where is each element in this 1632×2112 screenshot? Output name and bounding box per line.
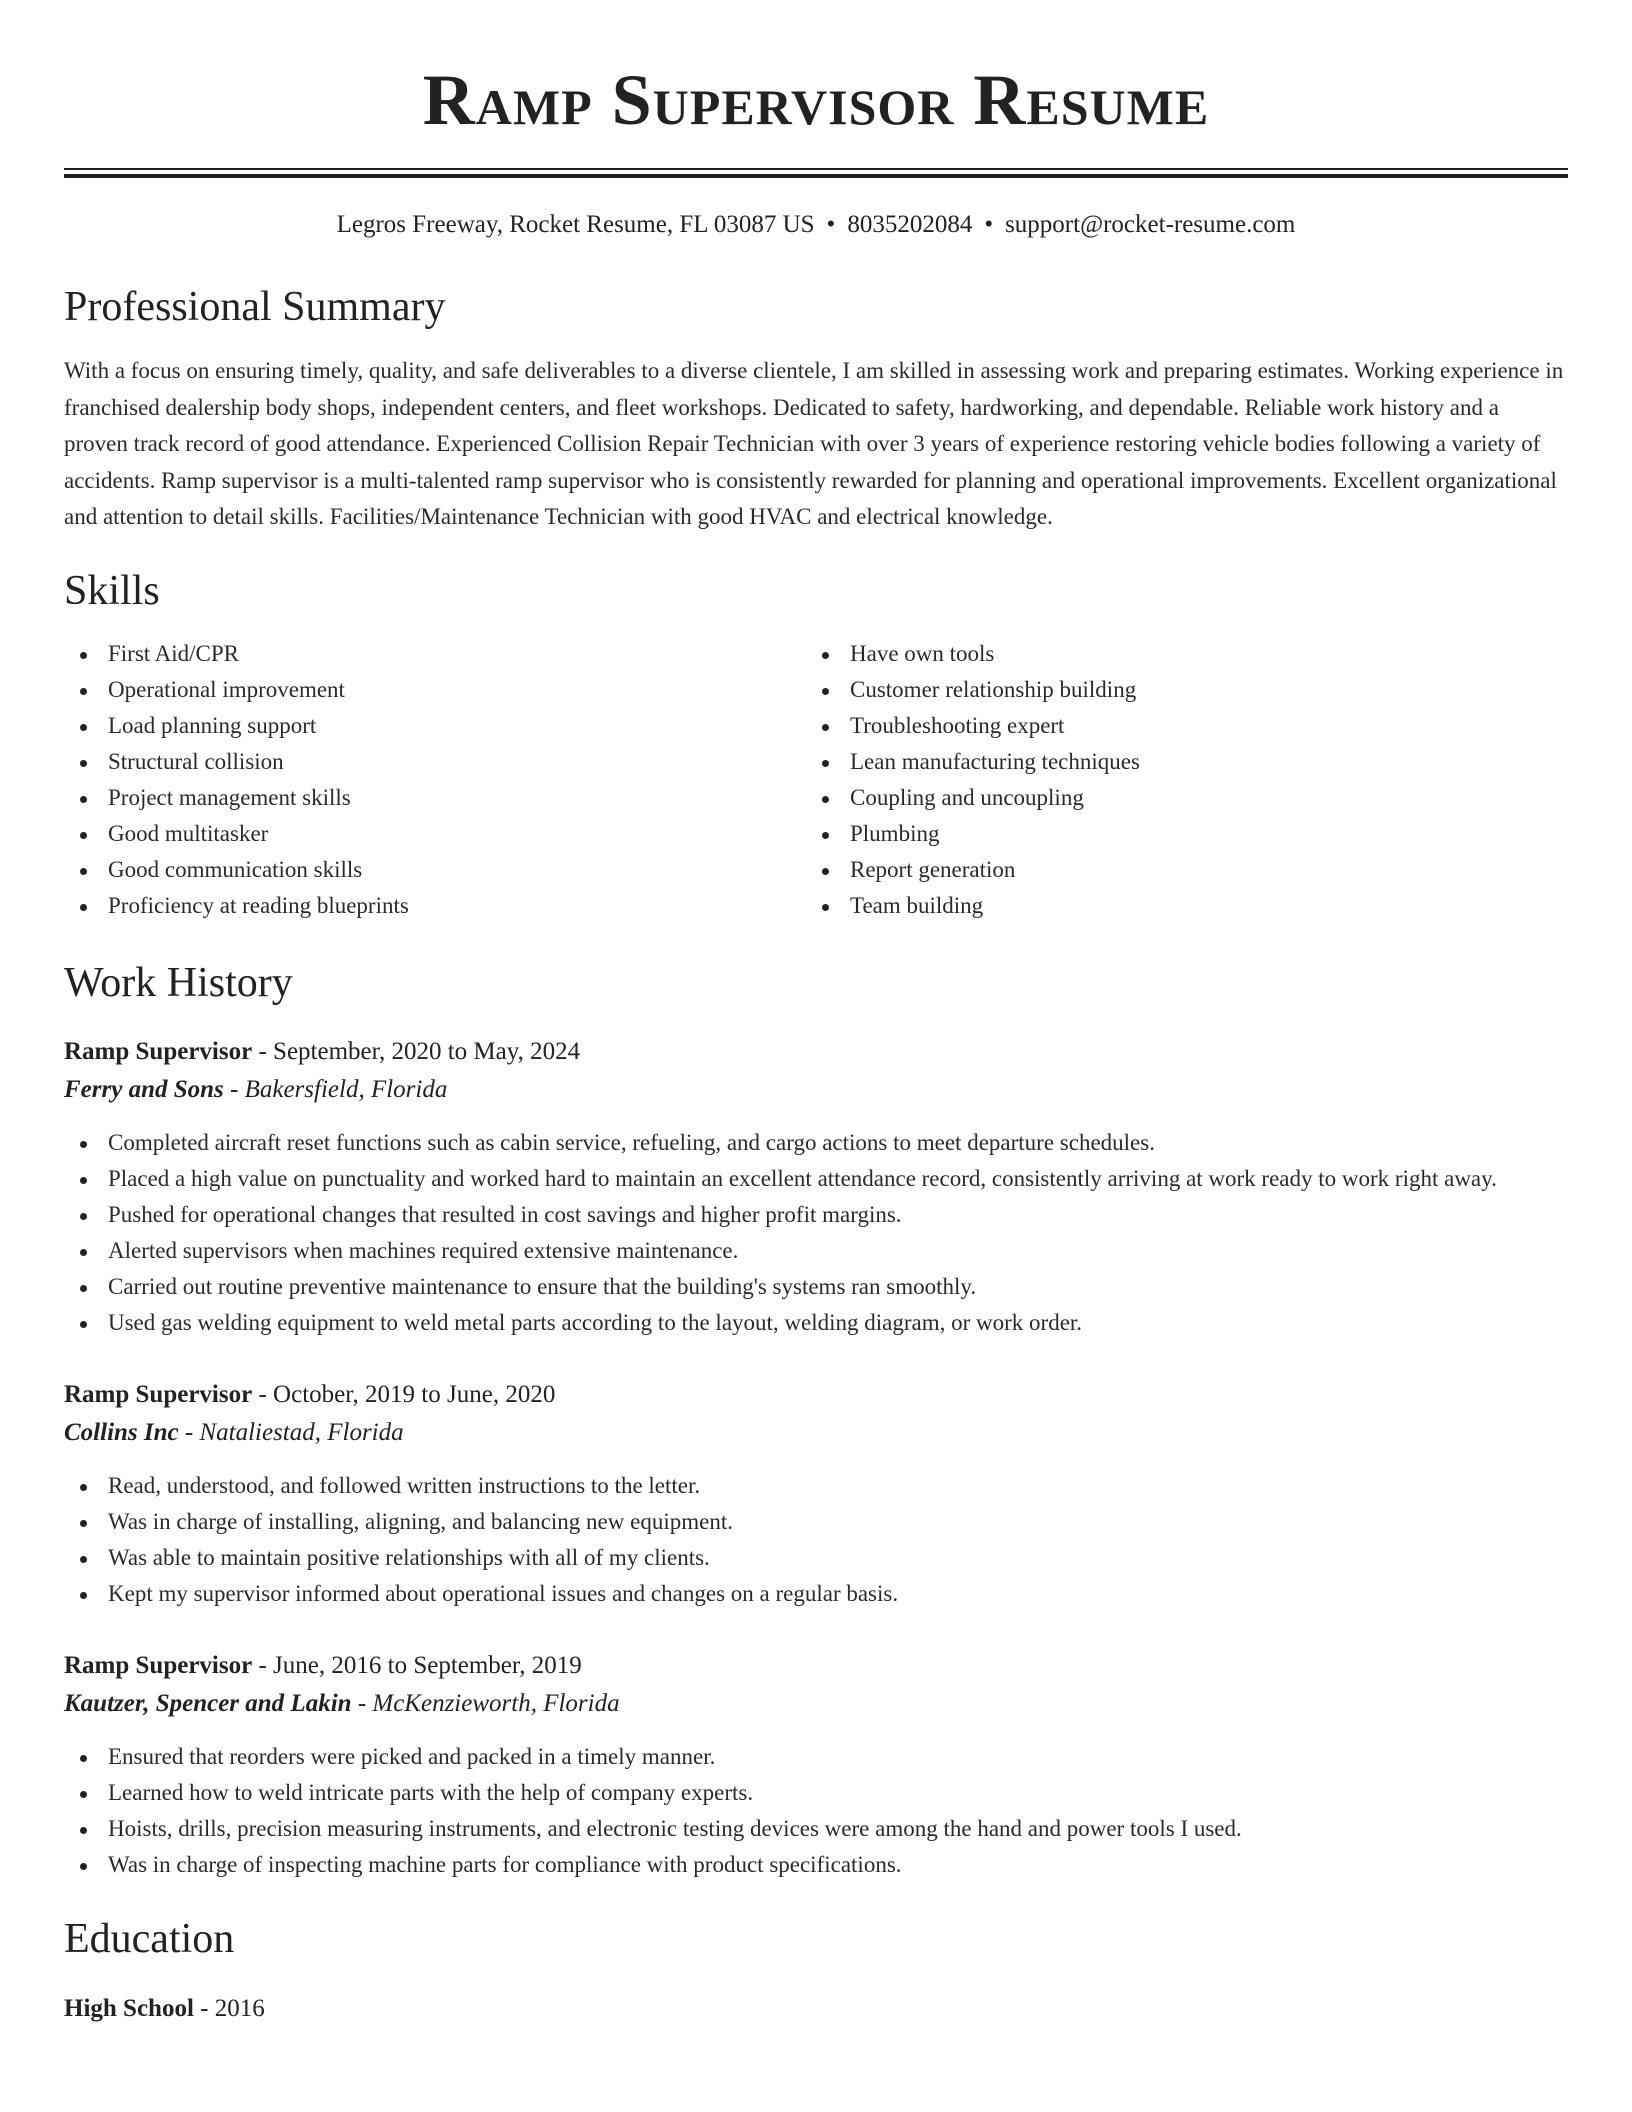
- work-history-heading: Work History: [64, 959, 293, 1006]
- skill-item: Plumbing: [806, 816, 1548, 852]
- skill-item: Have own tools: [806, 636, 1548, 672]
- job-title: Ramp Supervisor: [64, 1037, 253, 1065]
- contact-separator: •: [826, 211, 836, 238]
- job-title-line: [64, 1033, 1568, 1071]
- company-name: Ferry and Sons: [64, 1075, 224, 1103]
- duty-item: Was able to maintain positive relationships with all of my clients.: [64, 1540, 1568, 1576]
- company-name: Collins Inc: [64, 1418, 179, 1446]
- company-location: - Bakersfield, Florida: [223, 1075, 448, 1103]
- duty-list: [64, 1125, 1568, 1341]
- duty-item: Pushed for operational changes that resulted in cost savings and higher profit margins.: [64, 1197, 1568, 1233]
- resume-title: Ramp Supervisor Resume: [422, 60, 1210, 140]
- skill-item: Troubleshooting expert: [806, 708, 1548, 744]
- job-dates: - October, 2019 to June, 2020: [252, 1380, 556, 1408]
- education-year: - 2016: [193, 1994, 265, 2022]
- skill-item: Good multitasker: [64, 816, 806, 852]
- duty-item: Was in charge of installing, aligning, and balancing new equipment.: [64, 1504, 1568, 1540]
- duty-item: Alerted supervisors when machines required extensive maintenance.: [64, 1233, 1568, 1269]
- skill-item: Proficiency at reading blueprints: [64, 888, 806, 924]
- skill-item: Lean manufacturing techniques: [806, 744, 1548, 780]
- job-title: Ramp Supervisor: [64, 1380, 253, 1408]
- job-entry: [64, 1033, 1568, 1341]
- skill-item: First Aid/CPR: [64, 636, 806, 672]
- contact-separator: •: [984, 211, 994, 238]
- duty-list: [64, 1739, 1568, 1883]
- company-line: [64, 1071, 1568, 1109]
- duty-item: Completed aircraft reset functions such as cabin service, refueling, and cargo actions to meet departure schedules.: [64, 1125, 1568, 1161]
- duty-item: Learned how to weld intricate parts with the help of company experts.: [64, 1775, 1568, 1811]
- contact-address: Legros Freeway, Rocket Resume, FL 03087 US: [336, 211, 815, 238]
- duty-item: Carried out routine preventive maintenance to ensure that the building's systems ran smoothly.: [64, 1269, 1568, 1305]
- education-entry: [64, 1990, 1568, 2028]
- skill-item: Team building: [806, 888, 1548, 924]
- company-line: [64, 1685, 1568, 1723]
- skills-list: [64, 636, 1568, 924]
- duty-item: Ensured that reorders were picked and packed in a timely manner.: [64, 1739, 1568, 1775]
- job-entry: [64, 1647, 1568, 1883]
- job-title: Ramp Supervisor: [64, 1651, 253, 1679]
- summary-heading: Professional Summary: [64, 284, 446, 330]
- job-entry: [64, 1376, 1568, 1612]
- job-title-line: [64, 1647, 1568, 1685]
- skills-heading: Skills: [64, 567, 160, 614]
- job-dates: - June, 2016 to September, 2019: [252, 1651, 582, 1679]
- company-line: [64, 1414, 1568, 1452]
- skills-column-right: [806, 636, 1548, 924]
- duty-list: [64, 1468, 1568, 1612]
- header-divider: [64, 168, 1568, 178]
- duty-item: Placed a high value on punctuality and worked hard to maintain an excellent attendance record, consistently arriving at work ready to work right away.: [64, 1161, 1568, 1197]
- skill-item: Operational improvement: [64, 672, 806, 708]
- education-degree: High School: [64, 1994, 194, 2022]
- company-name: Kautzer, Spencer and Lakin: [64, 1689, 352, 1717]
- contact-email: support@rocket-resume.com: [1005, 211, 1296, 238]
- summary-text: With a focus on ensuring timely, quality, and safe deliverables to a diverse clientele, I am skilled in assessing work and preparing estimates. Working experience in franchised dealership body shops, independent centers, and fleet workshops. Dedicated to safety, hardworking, and dependable. Reliable work history and a proven track record of good attendance. Experienced Collision Repair Technician with over 3 years of experience restoring vehicle bodies following a variety of accidents. Ramp supervisor is a multi-talented ramp supervisor who is consistently rewarded for planning and operational improvements. Excellent organizational and attention to detail skills. Facilities/Maintenance Technician with good HVAC and electrical knowledge.: [64, 358, 1564, 529]
- contact-line: [64, 212, 1568, 237]
- skills-column-left: [64, 636, 806, 924]
- skill-item: Good communication skills: [64, 852, 806, 888]
- contact-phone: 8035202084: [847, 211, 973, 238]
- skill-item: Customer relationship building: [806, 672, 1548, 708]
- duty-item: Kept my supervisor informed about operational issues and changes on a regular basis.: [64, 1576, 1568, 1612]
- duty-item: Read, understood, and followed written instructions to the letter.: [64, 1468, 1568, 1504]
- skill-item: Report generation: [806, 852, 1548, 888]
- education-heading: Education: [64, 1915, 235, 1962]
- skill-item: Coupling and uncoupling: [806, 780, 1548, 816]
- company-location: - Nataliestad, Florida: [178, 1418, 404, 1446]
- duty-item: Was in charge of inspecting machine parts for compliance with product specifications.: [64, 1847, 1568, 1883]
- duty-item: Hoists, drills, precision measuring instruments, and electronic testing devices were among the hand and power tools I used.: [64, 1811, 1568, 1847]
- skill-item: Structural collision: [64, 744, 806, 780]
- skill-item: Project management skills: [64, 780, 806, 816]
- job-title-line: [64, 1376, 1568, 1414]
- job-dates: - September, 2020 to May, 2024: [252, 1037, 581, 1065]
- duty-item: Used gas welding equipment to weld metal parts according to the layout, welding diagram, or work order.: [64, 1305, 1568, 1341]
- company-location: - McKenzieworth, Florida: [351, 1689, 620, 1717]
- skill-item: Load planning support: [64, 708, 806, 744]
